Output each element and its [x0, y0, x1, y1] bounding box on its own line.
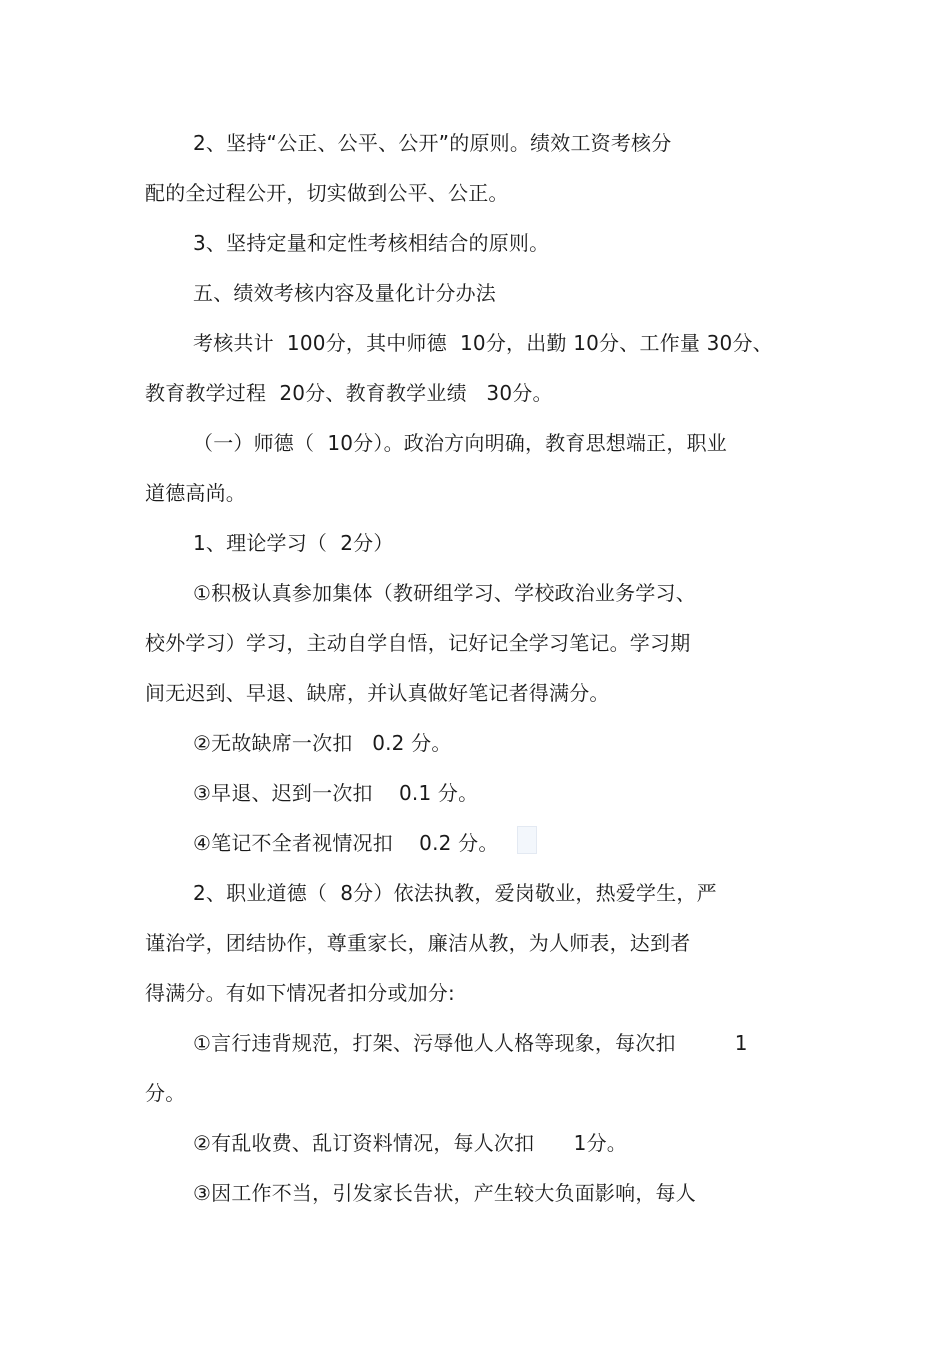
item-theory-study-rule-3: ③早退、迟到一次扣 0.1 分。 [193, 781, 479, 805]
paragraph-principle-2-line-2: 配的全过程公开，切实做到公平、公正。 [145, 181, 509, 205]
item-theory-study-rule-1-line-1: ①积极认真参加集体（教研组学习、学校政治业务学习、 [193, 581, 696, 605]
item-professional-ethics-line-1: 2、职业道德（ 8分）依法执教，爱岗敬业，热爱学生，严 [193, 881, 717, 905]
section-heading-5: 五、绩效考核内容及量化计分办法 [193, 281, 496, 305]
item-professional-ethics-line-2: 谨治学，团结协作，尊重家长，廉洁从教，为人师表，达到者 [145, 931, 691, 955]
item-professional-ethics-rule-2: ②有乱收费、乱订资料情况，每人次扣 1分。 [193, 1131, 627, 1155]
paragraph-principle-3: 3、坚持定量和定性考核相结合的原则。 [193, 231, 550, 255]
paragraph-total-score-line-1: 考核共计 100分，其中师德 10分，出勤 10分、工作量 30分、 [193, 331, 773, 355]
item-theory-study-heading: 1、理论学习（ 2分） [193, 531, 394, 555]
subsection-ethics-line-1: （一）师德（ 10分）。政治方向明确，教育思想端正，职业 [193, 431, 727, 455]
paragraph-total-score-line-2: 教育教学过程 20分、教育教学业绩 30分。 [145, 381, 553, 405]
item-professional-ethics-line-3: 得满分。有如下情况者扣分或加分: [145, 981, 455, 1005]
item-theory-study-rule-1-line-2: 校外学习）学习，主动自学自悟，记好记全学习笔记。学习期 [145, 631, 691, 655]
item-theory-study-rule-4: ④笔记不全者视情况扣 0.2 分。 [193, 831, 499, 855]
paragraph-principle-2-line-1: 2、坚持“公正、公平、公开”的原则。绩效工资考核分 [193, 131, 672, 155]
subsection-ethics-line-2: 道德高尚。 [145, 481, 246, 505]
item-theory-study-rule-1-line-3: 间无迟到、早退、缺席，并认真做好笔记者得满分。 [145, 681, 610, 705]
item-professional-ethics-rule-1-line-1: ①言行违背规范，打架、污辱他人人格等现象，每次扣 1 [193, 1031, 748, 1055]
item-professional-ethics-rule-3: ③因工作不当，引发家长告状，产生较大负面影响，每人 [193, 1181, 696, 1205]
item-professional-ethics-rule-1-line-2: 分。 [145, 1081, 186, 1105]
item-theory-study-rule-2: ②无故缺席一次扣 0.2 分。 [193, 731, 452, 755]
small-marker-box [517, 826, 537, 854]
